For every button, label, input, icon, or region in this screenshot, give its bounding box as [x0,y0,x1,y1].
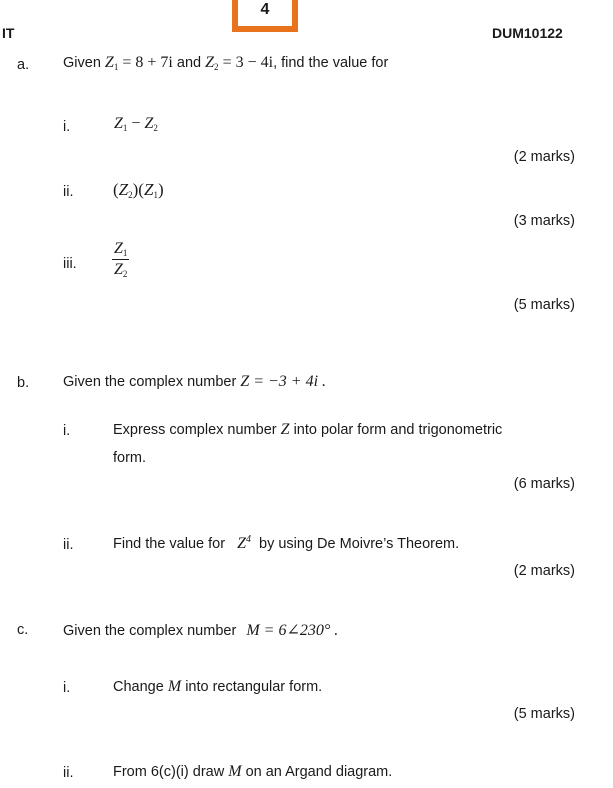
question-c-ii-variable: M [228,763,242,780]
question-b-i-label: i. [63,423,71,439]
question-c-i-marks: (5 marks) [513,706,575,722]
question-a-iii-marks: (5 marks) [513,297,575,313]
question-b-i-text-line2: form. [113,450,147,466]
header-left-fragment: IT [2,25,15,41]
z-expression: Z = −3 + 4i . [240,373,327,390]
question-c-ii-text-a: From 6(c)(i) [113,764,189,780]
z-power-expression: $Z^4$ [237,534,251,552]
question-a-i-label: i. [63,119,71,135]
question-a-i-marks: (2 marks) [513,149,575,165]
question-a-intro-prefix: Given [63,55,101,71]
question-b-intro-prefix: Given the complex number [63,374,237,390]
question-c-i-text [113,678,322,696]
question-a-intro [63,54,388,72]
question-a-intro-suffix: , find the value for [273,55,389,71]
question-b-ii-label: ii. [63,537,74,553]
question-b-i-variable: Z [280,421,290,438]
question-c-i-text-a: Change [113,679,164,695]
course-code: DUM10122 [492,25,563,41]
question-a-iii-label: iii. [63,256,77,272]
question-b-ii-text-a: Find the value for [113,536,226,552]
question-a-i-expression: $Z_1 - Z_2$ [114,115,158,133]
question-b-i-marks: (6 marks) [513,476,575,492]
question-c-label: c. [17,622,29,638]
question-b-ii-marks: (2 marks) [513,563,575,579]
question-c-ii-text-c: on an Argand diagram. [245,764,393,780]
question-c-i-variable: M [167,678,182,695]
z1-expression: = 8 + 7i [122,54,173,71]
question-c-i-text-b: into rectangular form. [185,679,323,695]
question-b-label: b. [17,375,30,391]
question-c-i-label: i. [63,680,71,696]
z2-symbol: $Z_2$ [205,54,219,72]
question-c-ii-text-b: draw [192,764,225,780]
fraction-denominator: $Z_2$ [114,261,128,279]
z2-expression: = 3 − 4i [222,54,274,71]
question-c-ii-label: ii. [63,765,74,781]
question-a-iii-fraction [112,240,129,279]
question-b-ii-text [113,534,459,553]
question-a-ii-expression: $(Z_2)(Z_1)$ [113,180,164,200]
question-b-ii-text-b: by using De Moivre’s Theorem. [259,536,460,552]
question-b-intro [63,373,326,391]
page-number: 4 [260,1,270,18]
and-word: and [176,55,202,71]
question-b-i-text-b: into polar form and trigonometric [293,422,503,438]
page-number-box [232,0,298,32]
question-c-intro [63,620,338,640]
question-b-i-text-line1 [113,421,502,439]
question-a-ii-marks: (3 marks) [513,213,575,229]
question-b-i-text-a: Express complex number [113,422,277,438]
question-a-label: a. [17,57,30,73]
m-expression: M = 6∠230° . [246,622,339,639]
z1-symbol: $Z_1$ [104,54,119,72]
question-a-ii-label: ii. [63,184,74,200]
question-c-intro-prefix: Given the complex number [63,623,237,639]
fraction-numerator: $Z_1$ [114,240,128,258]
question-c-ii-text [113,763,392,781]
